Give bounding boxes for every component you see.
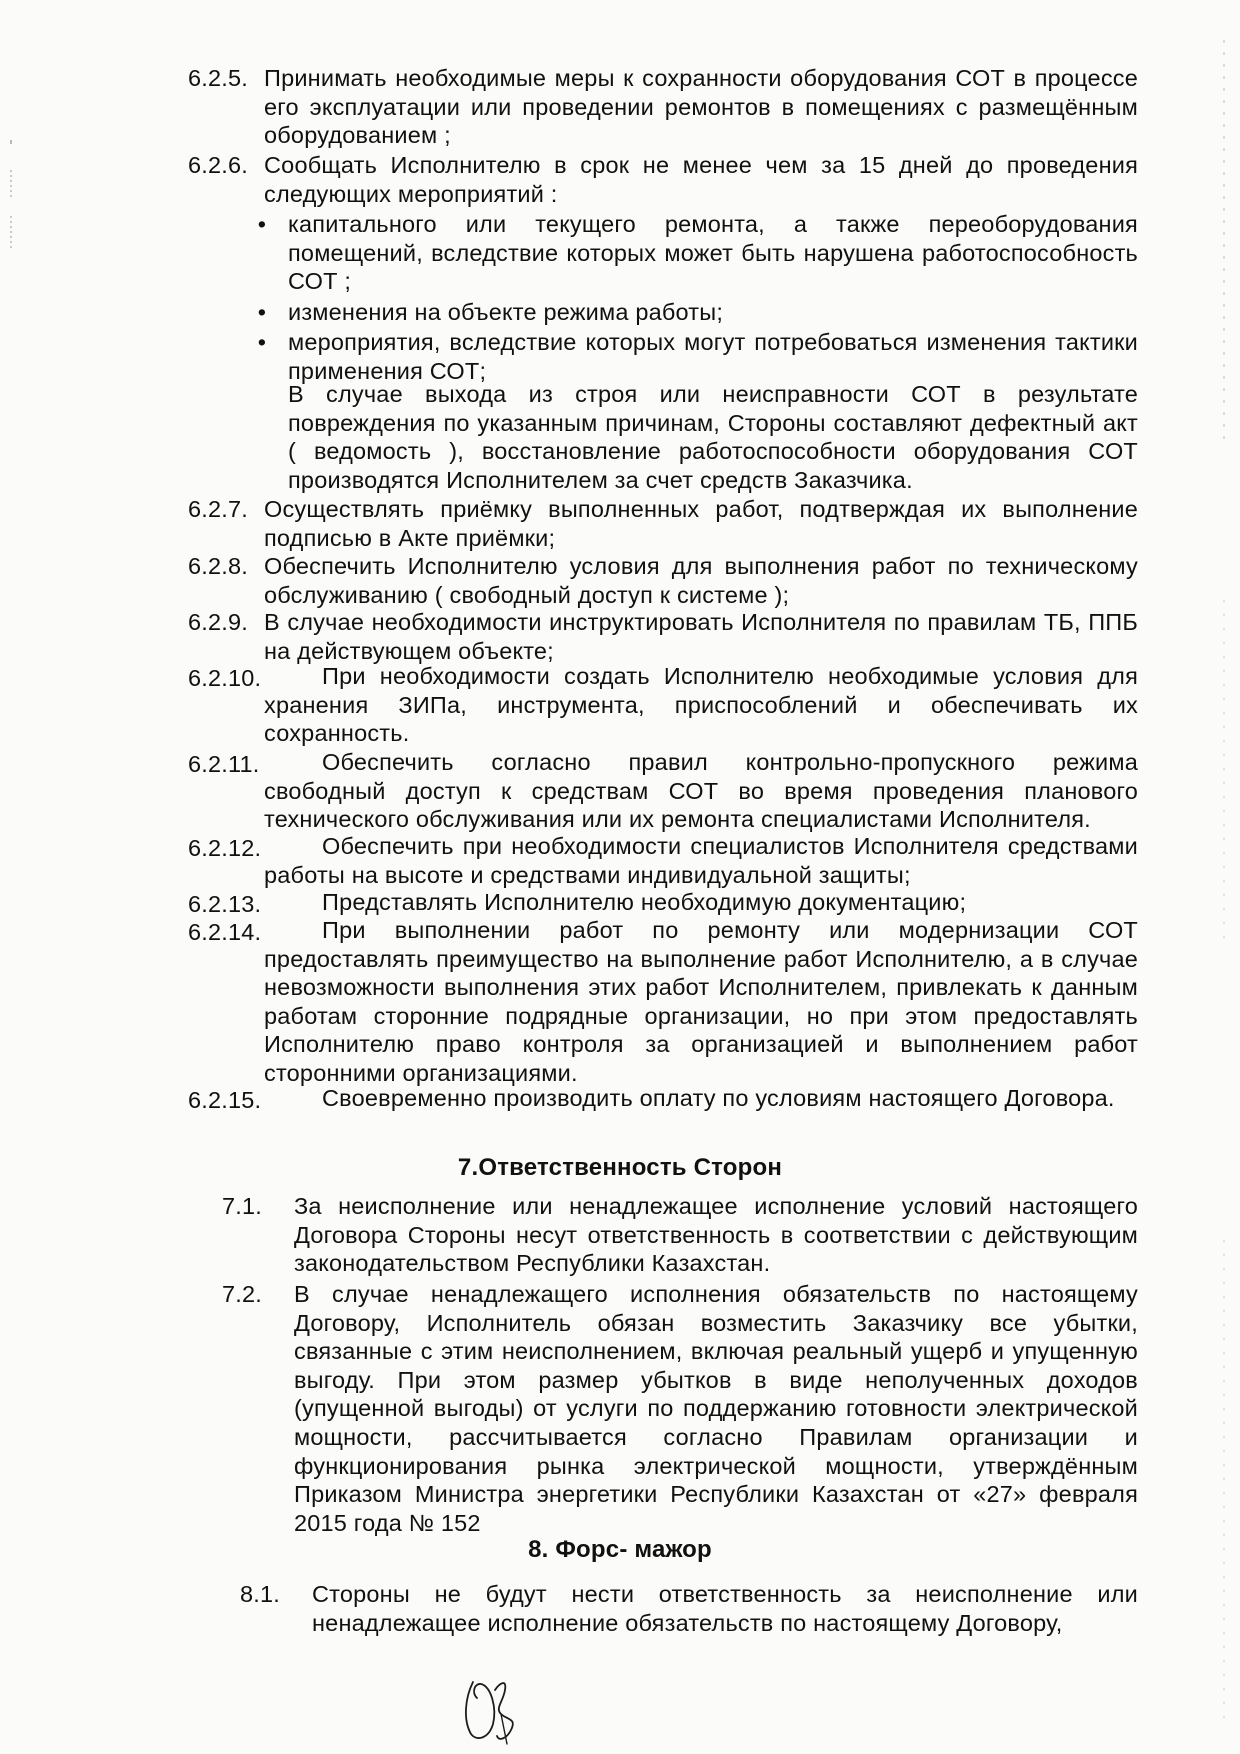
bullet-marker: • bbox=[257, 329, 267, 356]
clause-text: В случае необходимости инструктировать Исполнителя по правилам ТБ, ППБ на действующем объекте; bbox=[264, 609, 1138, 664]
clause-6-2-8 bbox=[188, 552, 1138, 609]
clause-6-2-10 bbox=[188, 662, 1138, 748]
clause-text: В случае ненадлежащего исполнения обязательств по настоящему Договору, Исполнитель обязан возместить Заказчику все убытки, связанные с этим неисполнением, включая реальный ущерб и упущенную выгоду. При этом размер убытков в виде неполученных доходов (упущенной выгоды) от услуги по поддержанию готовности электрической мощности, рассчитывается согласно Правилам организации и функционирования рынка электрической мощности, утверждённым Приказом Министра энергетики Республики Казахстан от «27» февраля 2015 года № 152 bbox=[294, 1281, 1138, 1536]
clause-number: 6.2.7. bbox=[188, 496, 248, 522]
clause-8-1 bbox=[240, 1580, 1138, 1637]
bullet-marker: • bbox=[257, 211, 267, 237]
clause-number: 6.2.12. bbox=[188, 835, 262, 861]
bullet-item bbox=[252, 298, 1138, 327]
section-heading-7: 7.Ответственность Сторон bbox=[457, 1154, 783, 1181]
clause-text: При выполнении работ по ремонту или модернизации СОТ предоставлять преимущество на выполнение работ Исполнителю, а в случае невозможности выполнения этих работ Исполнителем, привлекать к данным работам сторонние подрядные организации, но при этом предоставлять Исполнителю право контроля за организацией и выполнением работ сторонними организациями. bbox=[264, 917, 1138, 1086]
clause-6-2-12 bbox=[188, 832, 1138, 889]
scan-right-edge-marks bbox=[1216, 40, 1230, 1720]
clause-7-1 bbox=[222, 1192, 1138, 1278]
clause-number: 6.2.15. bbox=[188, 1087, 262, 1113]
handwritten-initials-signature bbox=[455, 1668, 535, 1748]
clause-text: Своевременно производить оплату по условиям настоящего Договора. bbox=[322, 1085, 1115, 1111]
clause-6-2-15 bbox=[188, 1084, 1138, 1113]
clause-text: Обеспечить Исполнителю условия для выполнения работ по техническому обслуживанию ( свободный доступ к системе ); bbox=[264, 553, 1138, 608]
clause-number: 7.1. bbox=[222, 1193, 262, 1219]
clause-text: Сообщать Исполнителю в срок не менее чем за 15 дней до проведения следующих мероприятий : bbox=[264, 152, 1138, 207]
bullet-item bbox=[252, 328, 1138, 385]
clause-6-2-13 bbox=[188, 888, 1138, 917]
bullet-marker: • bbox=[257, 298, 267, 325]
bullet-text: мероприятия, вследствие которых могут потребоваться изменения тактики применения СОТ; bbox=[288, 329, 1138, 384]
section-heading-8: 8. Форс- мажор bbox=[528, 1536, 712, 1563]
bullet-text: изменения на объекте режима работы; bbox=[288, 298, 724, 325]
bullet-followup-paragraph: В случае выхода из строя или неисправности СОТ в результате повреждения по указанным причинам, Стороны составляют дефектный акт ( ведомость ), восстановление работоспособности оборудования СОТ производятся Исполнителем за счет средств Заказчика. bbox=[288, 381, 1138, 493]
scan-margin-marks bbox=[8, 140, 16, 260]
clause-text: Обеспечить согласно правил контрольно-пропускного режима свободный доступ к средствам СОТ во время проведения планового технического обслуживания или их ремонта специалистами Исполнителя. bbox=[264, 749, 1138, 833]
clause-6-2-11 bbox=[188, 748, 1138, 834]
clause-text: Обеспечить при необходимости специалистов Исполнителя средствами работы на высоте и средствами индивидуальной защиты; bbox=[264, 833, 1138, 888]
clause-number: 7.2. bbox=[222, 1281, 262, 1307]
clause-6-2-5 bbox=[188, 64, 1138, 150]
clause-number: 8.1. bbox=[240, 1581, 280, 1607]
clause-number: 6.2.11. bbox=[188, 751, 260, 777]
bullet-list bbox=[252, 210, 1138, 386]
clause-6-2-6 bbox=[188, 151, 1138, 208]
clause-number: 6.2.6. bbox=[188, 152, 248, 178]
clause-number: 6.2.14. bbox=[188, 919, 262, 945]
clause-text: За неисполнение или ненадлежащее исполнение условий настоящего Договора Стороны несут ответственность в соответствии с действующим законодательством Республики Казахстан. bbox=[294, 1193, 1138, 1277]
clause-number: 6.2.13. bbox=[188, 891, 262, 917]
clause-6-2-7 bbox=[188, 495, 1138, 552]
bullet-text: капитального или текущего ремонта, а также переоборудования помещений, вследствие которых может быть нарушена работоспособность СОТ ; bbox=[288, 211, 1138, 295]
clause-number: 6.2.5. bbox=[188, 65, 248, 91]
clause-text: Стороны не будут нести ответственность за неисполнение или ненадлежащее исполнение обязательств по настоящему Договору, bbox=[312, 1581, 1138, 1636]
clause-6-2-9 bbox=[188, 608, 1138, 665]
clause-number: 6.2.10. bbox=[188, 665, 262, 691]
clause-number: 6.2.9. bbox=[188, 609, 248, 635]
clause-7-2 bbox=[222, 1280, 1138, 1537]
clause-text: При необходимости создать Исполнителю необходимые условия для хранения ЗИПа, инструмента, приспособлений и обеспечивать их сохранность. bbox=[264, 663, 1138, 747]
clause-text: Принимать необходимые меры к сохранности оборудования СОТ в процессе его эксплуатации или проведении ремонтов в помещениях с размещённым оборудованием ; bbox=[264, 65, 1138, 149]
clause-text: Осуществлять приёмку выполненных работ, подтверждая их выполнение подписью в Акте приёмки; bbox=[264, 496, 1138, 551]
clause-text: Представлять Исполнителю необходимую документацию; bbox=[322, 889, 967, 915]
clause-6-2-14 bbox=[188, 916, 1138, 1088]
bullet-item bbox=[252, 210, 1138, 296]
clause-number: 6.2.8. bbox=[188, 553, 248, 579]
